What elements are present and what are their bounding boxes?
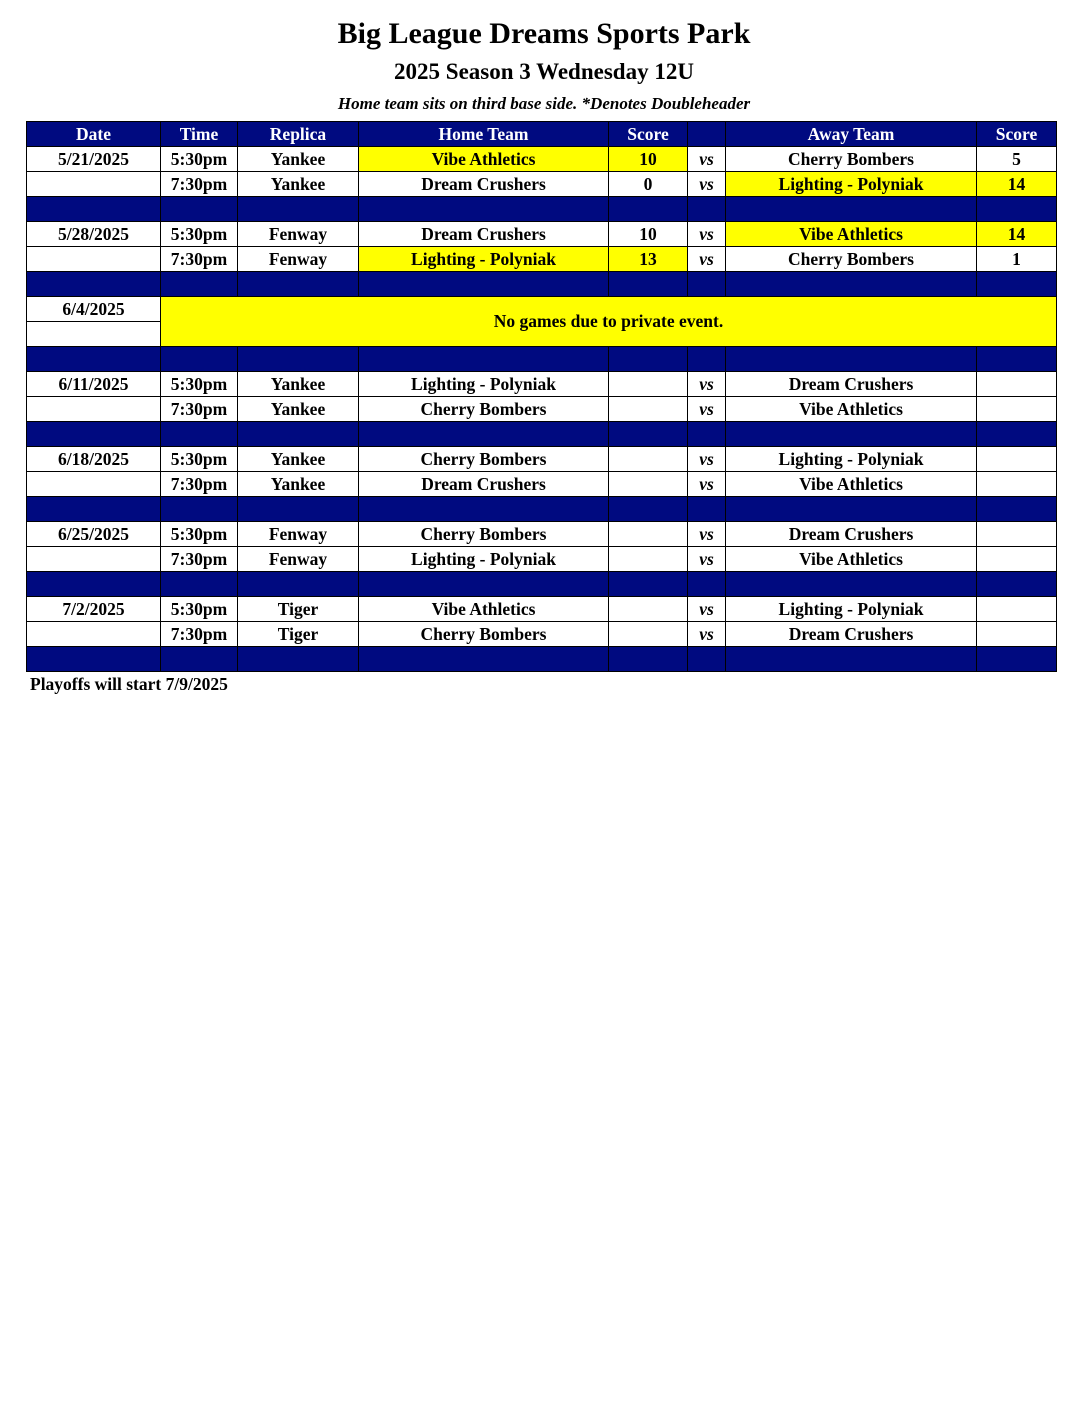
game-replica: Yankee: [238, 447, 359, 472]
game-row: [27, 622, 1057, 647]
separator-cell: [27, 572, 161, 597]
separator-cell: [609, 272, 688, 297]
home-score: 10: [609, 147, 688, 172]
separator-cell: [359, 347, 609, 372]
away-score: [977, 397, 1057, 422]
home-score: 13: [609, 247, 688, 272]
away-team: Vibe Athletics: [726, 397, 977, 422]
home-team: Dream Crushers: [359, 222, 609, 247]
away-team: Lighting - Polyniak: [726, 172, 977, 197]
home-score: [609, 472, 688, 497]
away-score: [977, 522, 1057, 547]
separator-cell: [238, 272, 359, 297]
game-time: 5:30pm: [161, 447, 238, 472]
separator-cell: [238, 422, 359, 447]
vs-label: vs: [688, 622, 726, 647]
game-row: [27, 522, 1057, 547]
separator-cell: [359, 647, 609, 672]
notice-row: [27, 297, 1057, 322]
game-row: [27, 397, 1057, 422]
vs-label: vs: [688, 472, 726, 497]
away-team: Vibe Athletics: [726, 472, 977, 497]
home-team: Cherry Bombers: [359, 397, 609, 422]
separator-cell: [161, 197, 238, 222]
separator-cell: [688, 647, 726, 672]
away-team: Lighting - Polyniak: [726, 447, 977, 472]
game-replica: Yankee: [238, 147, 359, 172]
game-time: 7:30pm: [161, 172, 238, 197]
vs-label: vs: [688, 247, 726, 272]
separator-cell: [27, 272, 161, 297]
separator-cell: [238, 647, 359, 672]
game-date: [27, 397, 161, 422]
vs-label: vs: [688, 597, 726, 622]
separator-cell: [359, 572, 609, 597]
game-time: 5:30pm: [161, 372, 238, 397]
game-replica: Yankee: [238, 172, 359, 197]
vs-label: vs: [688, 372, 726, 397]
week-separator-row: [27, 347, 1057, 372]
game-date: 6/25/2025: [27, 522, 161, 547]
game-row: [27, 172, 1057, 197]
header-away-score: Score: [977, 122, 1057, 147]
separator-cell: [161, 572, 238, 597]
separator-cell: [977, 497, 1057, 522]
schedule-table: [26, 121, 1057, 672]
separator-cell: [161, 497, 238, 522]
home-team: Cherry Bombers: [359, 522, 609, 547]
game-date: [27, 472, 161, 497]
game-replica: Fenway: [238, 247, 359, 272]
home-score: [609, 397, 688, 422]
away-score: 14: [977, 222, 1057, 247]
vs-label: vs: [688, 147, 726, 172]
home-team: Vibe Athletics: [359, 147, 609, 172]
game-replica: Tiger: [238, 622, 359, 647]
week-separator-row: [27, 572, 1057, 597]
header-date: Date: [27, 122, 161, 147]
away-team: Dream Crushers: [726, 622, 977, 647]
game-replica: Fenway: [238, 547, 359, 572]
separator-cell: [359, 197, 609, 222]
game-row: [27, 472, 1057, 497]
away-team: Dream Crushers: [726, 372, 977, 397]
away-score: [977, 622, 1057, 647]
game-time: 7:30pm: [161, 397, 238, 422]
game-row: [27, 597, 1057, 622]
separator-cell: [977, 422, 1057, 447]
game-replica: Tiger: [238, 597, 359, 622]
away-score: 14: [977, 172, 1057, 197]
page-title: Big League Dreams Sports Park: [337, 17, 751, 50]
away-score: 1: [977, 247, 1057, 272]
game-replica: Yankee: [238, 372, 359, 397]
separator-cell: [161, 422, 238, 447]
header-home-score: Score: [609, 122, 688, 147]
week-separator-row: [27, 422, 1057, 447]
separator-cell: [609, 497, 688, 522]
header-home-team: Home Team: [359, 122, 609, 147]
game-time: 7:30pm: [161, 622, 238, 647]
away-team: Dream Crushers: [726, 522, 977, 547]
separator-cell: [688, 497, 726, 522]
vs-label: vs: [688, 222, 726, 247]
separator-cell: [609, 572, 688, 597]
game-date: [27, 172, 161, 197]
separator-cell: [359, 272, 609, 297]
game-row: [27, 147, 1057, 172]
week-separator-row: [27, 497, 1057, 522]
game-time: 5:30pm: [161, 222, 238, 247]
schedule-note: Home team sits on third base side. *Denotes Doubleheader: [337, 94, 751, 113]
game-time: 5:30pm: [161, 597, 238, 622]
game-row: [27, 447, 1057, 472]
game-time: 7:30pm: [161, 247, 238, 272]
separator-cell: [688, 272, 726, 297]
separator-cell: [726, 422, 977, 447]
game-row: [27, 372, 1057, 397]
game-date: 5/28/2025: [27, 222, 161, 247]
week-separator-row: [27, 272, 1057, 297]
game-date: 5/21/2025: [27, 147, 161, 172]
away-score: [977, 372, 1057, 397]
separator-cell: [161, 272, 238, 297]
separator-cell: [27, 422, 161, 447]
separator-cell: [609, 647, 688, 672]
game-replica: Fenway: [238, 522, 359, 547]
separator-cell: [977, 647, 1057, 672]
header-away-team: Away Team: [726, 122, 977, 147]
vs-label: vs: [688, 397, 726, 422]
home-team: Vibe Athletics: [359, 597, 609, 622]
separator-cell: [238, 572, 359, 597]
separator-cell: [238, 197, 359, 222]
home-team: Dream Crushers: [359, 472, 609, 497]
separator-cell: [27, 347, 161, 372]
separator-cell: [726, 497, 977, 522]
separator-cell: [609, 197, 688, 222]
separator-cell: [726, 572, 977, 597]
game-row: [27, 547, 1057, 572]
game-time: 7:30pm: [161, 472, 238, 497]
separator-cell: [238, 347, 359, 372]
vs-label: vs: [688, 447, 726, 472]
home-team: Dream Crushers: [359, 172, 609, 197]
separator-cell: [27, 197, 161, 222]
away-score: [977, 472, 1057, 497]
week-separator-row: [27, 647, 1057, 672]
game-date: 6/18/2025: [27, 447, 161, 472]
separator-cell: [359, 497, 609, 522]
separator-cell: [609, 347, 688, 372]
away-team: Vibe Athletics: [726, 547, 977, 572]
separator-cell: [238, 497, 359, 522]
separator-cell: [726, 197, 977, 222]
home-score: [609, 447, 688, 472]
header-vs: [688, 122, 726, 147]
game-date: 6/11/2025: [27, 372, 161, 397]
vs-label: vs: [688, 547, 726, 572]
game-date: [27, 547, 161, 572]
separator-cell: [726, 647, 977, 672]
home-score: 10: [609, 222, 688, 247]
separator-cell: [688, 347, 726, 372]
page-subtitle: 2025 Season 3 Wednesday 12U: [394, 59, 694, 84]
game-date: [27, 247, 161, 272]
away-team: Cherry Bombers: [726, 147, 977, 172]
separator-cell: [359, 422, 609, 447]
game-replica: Fenway: [238, 222, 359, 247]
home-score: [609, 622, 688, 647]
away-team: Vibe Athletics: [726, 222, 977, 247]
game-time: 5:30pm: [161, 522, 238, 547]
game-date: [27, 622, 161, 647]
no-games-notice: No games due to private event.: [161, 297, 1057, 347]
home-team: Lighting - Polyniak: [359, 247, 609, 272]
header-time: Time: [161, 122, 238, 147]
game-row: [27, 222, 1057, 247]
home-score: [609, 522, 688, 547]
separator-cell: [27, 647, 161, 672]
game-date: 6/4/2025: [27, 297, 161, 322]
schedule-body: [27, 147, 1057, 672]
home-team: Lighting - Polyniak: [359, 372, 609, 397]
away-score: 5: [977, 147, 1057, 172]
separator-cell: [161, 347, 238, 372]
playoffs-note: Playoffs will start 7/9/2025: [30, 674, 228, 694]
away-team: Lighting - Polyniak: [726, 597, 977, 622]
game-replica: Yankee: [238, 472, 359, 497]
game-date: 7/2/2025: [27, 597, 161, 622]
home-score: [609, 597, 688, 622]
home-team: Lighting - Polyniak: [359, 547, 609, 572]
separator-cell: [688, 422, 726, 447]
separator-cell: [977, 272, 1057, 297]
game-row: [27, 247, 1057, 272]
separator-cell: [161, 647, 238, 672]
away-score: [977, 447, 1057, 472]
separator-cell: [977, 347, 1057, 372]
away-score: [977, 547, 1057, 572]
game-replica: Yankee: [238, 397, 359, 422]
away-team: Cherry Bombers: [726, 247, 977, 272]
home-score: [609, 547, 688, 572]
game-time: 5:30pm: [161, 147, 238, 172]
separator-cell: [726, 347, 977, 372]
home-team: Cherry Bombers: [359, 622, 609, 647]
header-row: [27, 122, 1057, 147]
separator-cell: [688, 197, 726, 222]
home-score: [609, 372, 688, 397]
separator-cell: [688, 572, 726, 597]
separator-cell: [27, 497, 161, 522]
vs-label: vs: [688, 522, 726, 547]
separator-cell: [609, 422, 688, 447]
week-separator-row: [27, 197, 1057, 222]
separator-cell: [977, 572, 1057, 597]
separator-cell: [977, 197, 1057, 222]
home-team: Cherry Bombers: [359, 447, 609, 472]
game-time: 7:30pm: [161, 547, 238, 572]
separator-cell: [726, 272, 977, 297]
vs-label: vs: [688, 172, 726, 197]
home-score: 0: [609, 172, 688, 197]
header-replica: Replica: [238, 122, 359, 147]
away-score: [977, 597, 1057, 622]
empty-date-cell: [27, 322, 161, 347]
